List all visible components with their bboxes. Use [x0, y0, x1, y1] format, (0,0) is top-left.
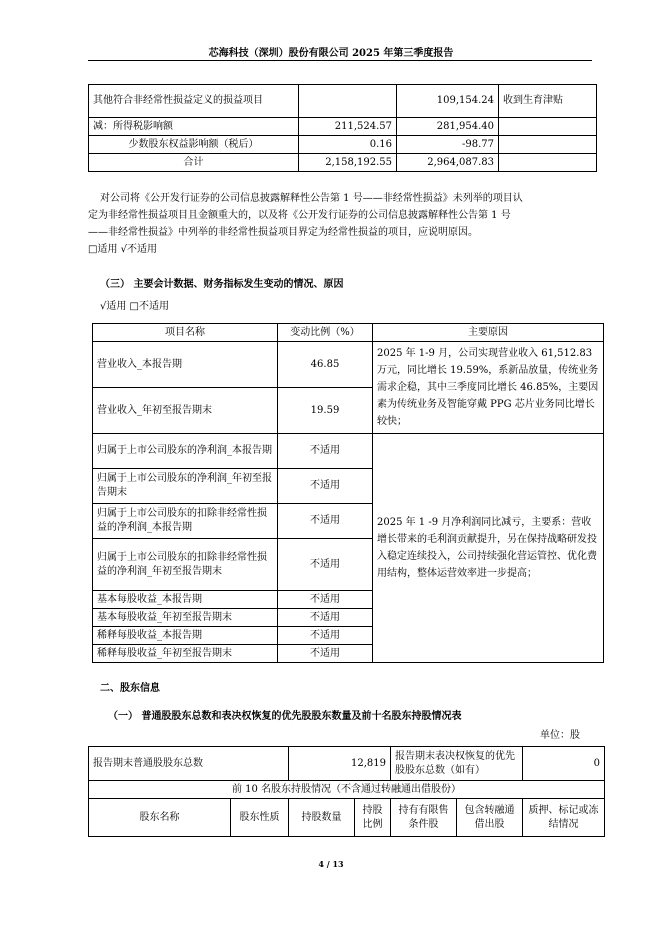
- change-ratio: 不适用: [278, 469, 373, 504]
- subsection-heading: （一） 普通股股东总数和表决权恢复的优先股股东数量及前十名股东持股情况表: [108, 711, 462, 722]
- column-header: 变动比例（%）: [278, 324, 373, 342]
- page-header-title: 芯海科技（深圳）股份有限公司 2025 年第三季度报告: [208, 48, 454, 59]
- section-heading: 二、股东信息: [100, 683, 160, 694]
- unit-label: 单位：股: [540, 730, 580, 741]
- item-name: 归属于上市公司股东的扣除非经常性损益的净利润_本报告期: [93, 504, 278, 539]
- change-ratio: 不适用: [278, 627, 373, 645]
- cell-ytd: 2,964,087.83: [397, 154, 499, 172]
- change-ratio: 19.59: [278, 388, 373, 434]
- row-label: 少数股东权益影响额（税后）: [89, 136, 299, 154]
- paragraph-line: ——非经常性损益》中列举的非经常性损益项目界定为经常性损益的项目，应说明原因。: [88, 227, 478, 238]
- change-ratio: 不适用: [278, 645, 373, 663]
- cell-ytd: 109,154.24: [397, 85, 499, 118]
- cell-current: 0.16: [299, 136, 397, 154]
- header-rule: [88, 60, 592, 61]
- item-name: 基本每股收益_年初至报告期末: [93, 609, 278, 627]
- table-row: [89, 136, 597, 154]
- change-ratio: 不适用: [278, 591, 373, 609]
- explanation-paragraph: [88, 190, 600, 258]
- total-holders-label: 报告期末普通股股东总数: [89, 747, 289, 781]
- item-name: 稀释每股收益_年初至报告期末: [93, 645, 278, 663]
- table-row: [93, 434, 604, 469]
- column-header: 质押、标记或冻结情况: [523, 799, 605, 837]
- cell-note: [499, 136, 597, 154]
- applicability-choice: √适用 □不适用: [100, 301, 169, 312]
- item-name: 归属于上市公司股东的净利润_本报告期: [93, 434, 278, 469]
- change-ratio: 不适用: [278, 539, 373, 591]
- table-row: [89, 781, 605, 799]
- change-ratio: 不适用: [278, 609, 373, 627]
- column-header: 持有有限售条件股: [391, 799, 457, 837]
- change-ratio: 46.85: [278, 342, 373, 388]
- table-row: [89, 747, 605, 781]
- table-header-row: [89, 799, 605, 837]
- row-label: 减：所得税影响额: [89, 118, 299, 136]
- cell-current: 2,158,192.55: [299, 154, 397, 172]
- column-header: 包含转融通借出股: [457, 799, 523, 837]
- preferred-holders-label: 报告期末表决权恢复的优先股股东总数（如有）: [391, 747, 523, 781]
- item-name: 基本每股收益_本报告期: [93, 591, 278, 609]
- column-header: 项目名称: [93, 324, 278, 342]
- table-header-row: [93, 324, 604, 342]
- column-header: 主要原因: [373, 324, 604, 342]
- row-label: 合计: [89, 154, 299, 172]
- reason-revenue: 2025 年 1-9 月，公司实现营业收入 61,512.83 万元，同比增长 19.59%，系新品放量，传统业务需求企稳，其中三季度同比增长 46.85%，主要因素为传统业务及智能穿戴 PPG 芯片业务同比增长较快；: [373, 342, 604, 434]
- cell-note: [499, 154, 597, 172]
- change-reasons-table: [92, 323, 604, 663]
- column-header: 持股数量: [289, 799, 355, 837]
- table-row: [89, 154, 597, 172]
- row-label: 其他符合非经常性损益定义的损益项目: [89, 85, 299, 118]
- item-name: 稀释每股收益_本报告期: [93, 627, 278, 645]
- page-number: 4 / 13: [318, 859, 344, 869]
- column-header: 股东名称: [89, 799, 231, 837]
- applicability-choice: □适用 √不适用: [88, 244, 157, 255]
- item-name: 营业收入_本报告期: [93, 342, 278, 388]
- paragraph-line: 定为非经常性损益项目且金额重大的，以及将《公开发行证券的公司信息披露解释性公告第 1 号: [88, 210, 511, 221]
- non-recurring-table: [88, 84, 597, 172]
- table-row: [89, 85, 597, 118]
- cell-note: [499, 118, 597, 136]
- cell-ytd: -98.77: [397, 136, 499, 154]
- change-ratio: 不适用: [278, 434, 373, 469]
- total-holders-value: 12,819: [289, 747, 391, 781]
- shareholders-table: [88, 746, 605, 837]
- cell-ytd: 281,954.40: [397, 118, 499, 136]
- cell-current: 211,524.57: [299, 118, 397, 136]
- item-name: 归属于上市公司股东的扣除非经常性损益的净利润_年初至报告期末: [93, 539, 278, 591]
- item-name: 归属于上市公司股东的净利润_年初至报告期末: [93, 469, 278, 504]
- top10-caption: 前 10 名股东持股情况（不含通过转融通出借股份）: [89, 781, 605, 799]
- preferred-holders-value: 0: [523, 747, 605, 781]
- column-header: 持股比例: [355, 799, 391, 837]
- cell-note: 收到生育津贴: [499, 85, 597, 118]
- reason-profit: 2025 年 1 -9 月净利润同比减亏，主要系：营收增长带来的毛利润贡献提升，另在保持战略研发投入稳定连续投入，公司持续强化营运管控、优化费用结构，整体运营效率进一步提高；: [373, 434, 604, 663]
- cell-current: [299, 85, 397, 118]
- section-heading: （三） 主要会计数据、财务指标发生变动的情况、原因: [100, 279, 344, 290]
- table-row: [93, 342, 604, 388]
- item-name: 营业收入_年初至报告期末: [93, 388, 278, 434]
- paragraph-line: 对公司将《公开发行证券的公司信息披露解释性公告第 1 号——非经常性损益》未列举的项目认: [100, 193, 523, 204]
- table-row: [89, 118, 597, 136]
- column-header: 股东性质: [231, 799, 289, 837]
- change-ratio: 不适用: [278, 504, 373, 539]
